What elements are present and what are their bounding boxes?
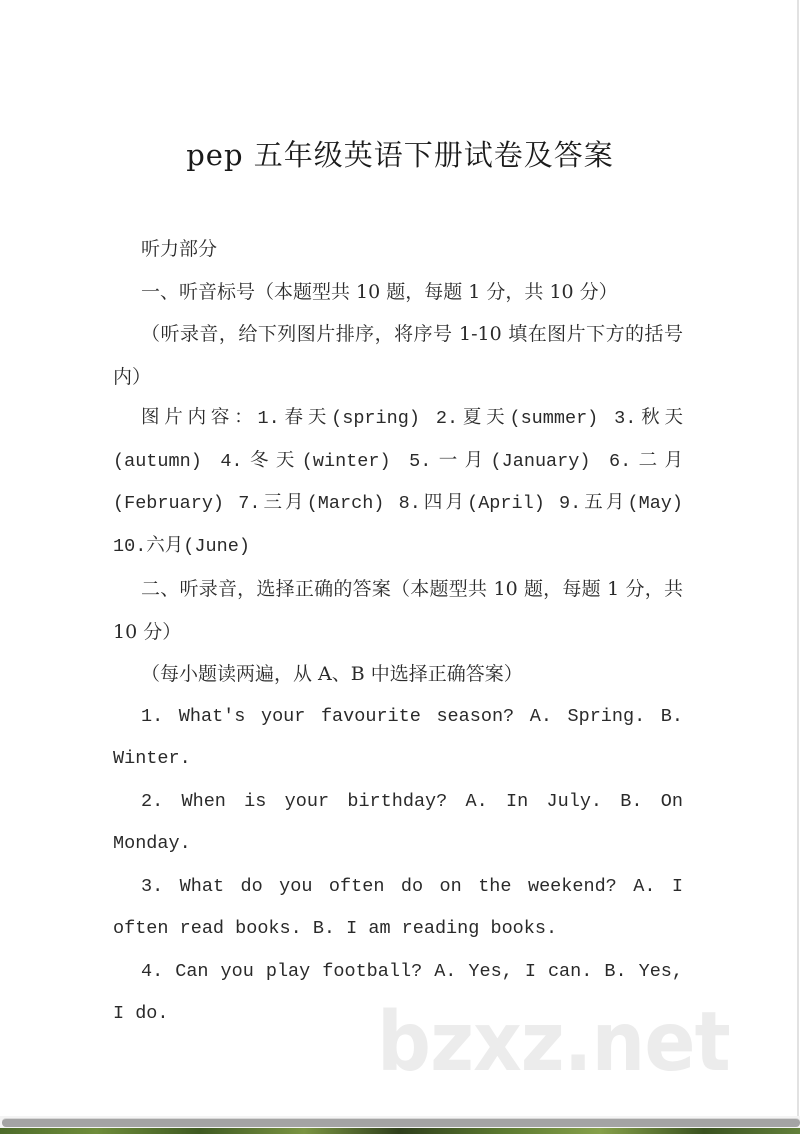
section-heading-listening: 听力部分 [141, 238, 218, 260]
question-3: 3. What do you often do on the weekend? A. I often read books. B. I am reading books. [113, 875, 683, 939]
document-body [113, 228, 683, 1036]
part-one-heading: 一、听音标号（本题型共 10 题，每题 1 分，共 10 分） [141, 280, 618, 303]
background-image-strip [0, 1128, 800, 1134]
question-2: 2. When is your birthday? A. In July. B. On Monday. [113, 790, 683, 854]
part-one-instructions: （听录音，给下列图片排序，将序号 1-10 填在图片下方的括号内） [113, 323, 683, 388]
part-two-heading: 二、听录音，选择正确的答案（本题型共 10 题，每题 1 分，共 10 分） [113, 578, 683, 643]
question-1: 1. What's your favourite season? A. Spring. B. Winter. [113, 705, 683, 769]
horizontal-scrollbar[interactable] [2, 1118, 800, 1127]
part-two-instructions: （每小题读两遍，从 A、B 中选择正确答案） [141, 663, 523, 685]
title-latin: pep [186, 138, 244, 172]
watermark: bzxz.net [377, 995, 730, 1090]
picture-contents: 图片内容：1.春天(spring) 2.夏天(summer) 3.秋天(autumn) 4.冬天(winter) 5.一月(January) 6.二月(February) 7.三月(March) 8.四月(April) 9.五月(May) 10.六月(June) [113, 408, 683, 557]
title-chinese: 五年级英语下册试卷及答案 [253, 138, 614, 172]
page-title [0, 133, 800, 174]
question-4: 4. Can you play football? A. Yes, I can. B. Yes, I do. [113, 960, 683, 1024]
